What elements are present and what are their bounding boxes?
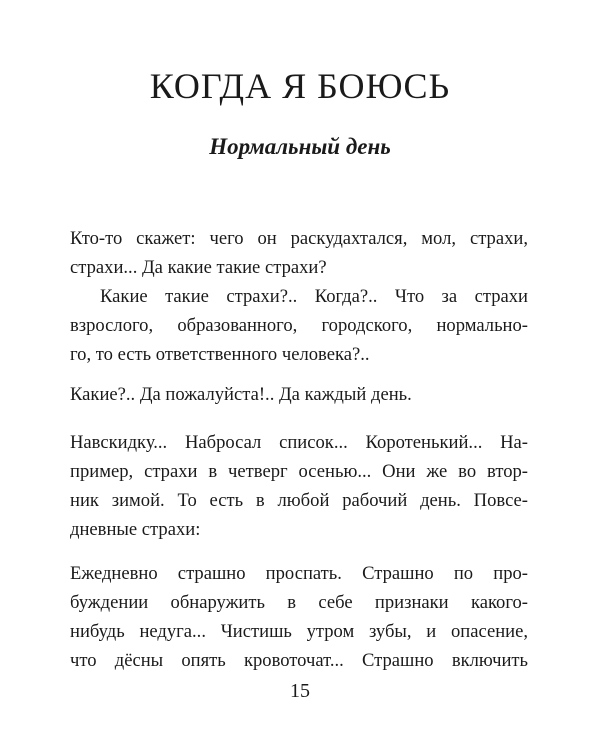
text-line: Какие?.. Да пожалуйста!.. Да каждый день. xyxy=(70,384,412,405)
text-line: пример, страхи в четверг осенью... Они же во втор- xyxy=(70,461,528,482)
text-line: что дёсны опять кровоточат... Страшно включить xyxy=(70,650,528,671)
text-line: ник зимой. То есть в любой рабочий день. Повсе- xyxy=(70,490,528,511)
text-line: страхи... Да какие такие страхи? xyxy=(70,257,327,278)
page-number: 15 xyxy=(290,680,310,702)
text-line: Какие такие страхи?.. Когда?.. Что за страхи xyxy=(100,286,528,307)
text-line: взрослого, образованного, городского, нормально- xyxy=(70,315,528,336)
text-line: Кто-то скажет: чего он раскудахтался, мол, страхи, xyxy=(70,228,528,249)
text-line: го, то есть ответственного человека?.. xyxy=(70,344,370,365)
chapter-title: КОГДА Я БОЮСЬ xyxy=(149,66,451,106)
text-line: буждении обнаружить в себе признаки какого- xyxy=(70,592,528,613)
text-line: дневные страхи: xyxy=(70,519,201,540)
text-line: Навскидку... Набросал список... Коротенький... На- xyxy=(70,432,528,453)
chapter-subtitle: Нормальный день xyxy=(209,134,391,159)
text-line: Ежедневно страшно проспать. Страшно по про- xyxy=(70,563,528,584)
text-line: нибудь недуга... Чистишь утром зубы, и опасение, xyxy=(70,621,528,642)
